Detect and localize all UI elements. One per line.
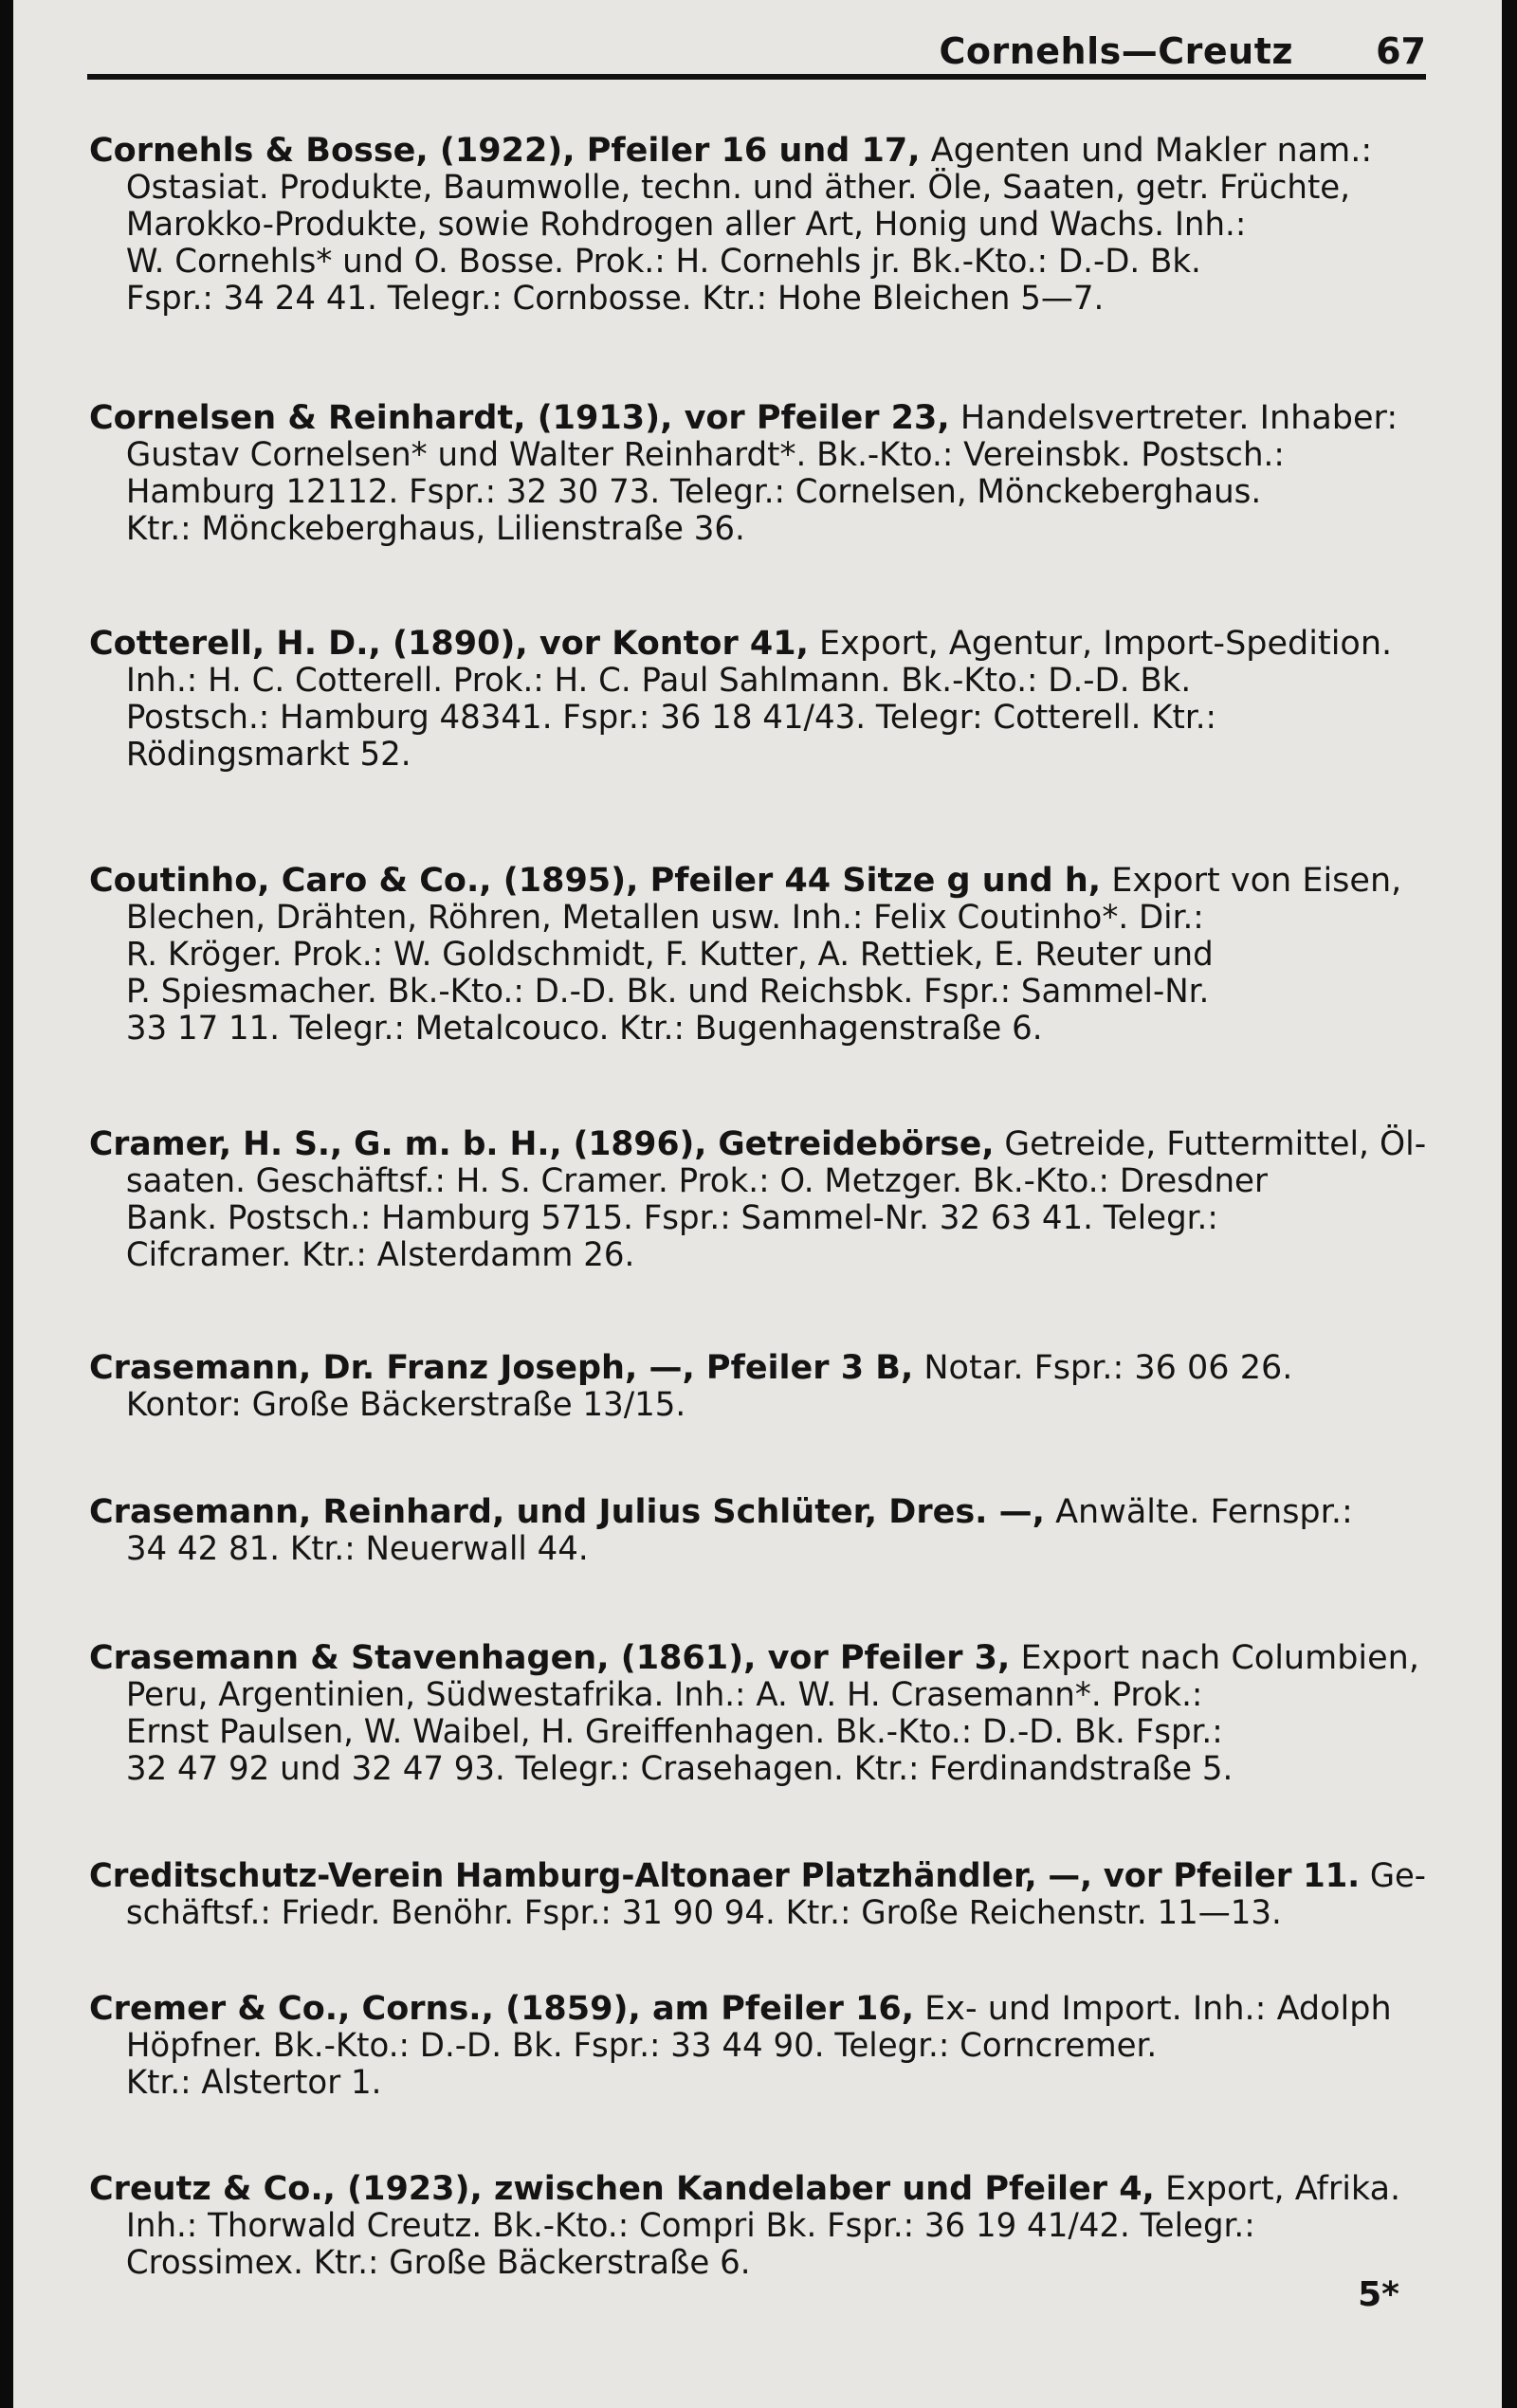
entry-heading: Coutinho, Caro & Co., (1895), Pfeiler 44 Sitze g und h, <box>89 862 1102 900</box>
entry-text: Notar. Fspr.: 36 06 26. <box>913 1349 1293 1387</box>
entry-text: Export, Agentur, Import-Spedition. <box>808 625 1393 663</box>
entry-text: Getreide, Futtermittel, Öl- <box>994 1125 1427 1163</box>
entry-line: Inh.: Thorwald Creutz. Bk.-Kto.: Compri Bk. Fspr.: 36 19 41/42. Telegr.: <box>125 2207 1255 2245</box>
entry-line: Postsch.: Hamburg 48341. Fspr.: 36 18 41/43. Telegr: Cotterell. Ktr.: <box>125 699 1216 737</box>
entry-line: R. Kröger. Prok.: W. Goldschmidt, F. Kutter, A. Rettiek, E. Reuter und <box>125 936 1214 974</box>
directory-entry <box>89 1350 1426 1424</box>
entry-line: P. Spiesmacher. Bk.-Kto.: D.-D. Bk. und Reichsbk. Fspr.: Sammel-Nr. <box>125 973 1210 1011</box>
entry-heading: Creutz & Co., (1923), zwischen Kandelaber und Pfeiler 4, <box>89 2170 1155 2208</box>
entry-text: Ex- und Import. Inh.: Adolph <box>914 1990 1392 2028</box>
directory-entry <box>89 1991 1426 2102</box>
entry-line: Fspr.: 34 24 41. Telegr.: Cornbosse. Ktr.: Hohe Bleichen 5—7. <box>125 280 1105 318</box>
entry-line: Blechen, Drähten, Röhren, Metallen usw. Inh.: Felix Coutinho*. Dir.: <box>125 899 1204 937</box>
entry-line: Höpfner. Bk.-Kto.: D.-D. Bk. Fspr.: 33 44 90. Telegr.: Corncremer. <box>125 2027 1158 2065</box>
entry-line: W. Cornehls* und O. Bosse. Prok.: H. Cornehls jr. Bk.-Kto.: D.-D. Bk. <box>125 243 1201 281</box>
entry-line: Ktr.: Mönckeberghaus, Lilienstraße 36. <box>125 510 745 548</box>
directory-entry <box>89 2171 1426 2282</box>
page-header <box>87 21 1426 78</box>
directory-entry <box>89 1126 1426 1274</box>
directory-entry <box>89 1640 1426 1788</box>
directory-entry <box>89 863 1426 1048</box>
entry-text: Export von Eisen, <box>1101 862 1402 900</box>
entry-heading: Crasemann, Dr. Franz Joseph, —, Pfeiler 3 B, <box>89 1349 914 1387</box>
entry-text: Export, Afrika. <box>1154 2170 1401 2208</box>
entry-heading: Cramer, H. S., G. m. b. H., (1896), Getreidebörse, <box>89 1125 995 1163</box>
directory-entry <box>89 1494 1426 1568</box>
entry-line: Hamburg 12112. Fspr.: 32 30 73. Telegr.: Cornelsen, Mönckeberghaus. <box>125 473 1262 511</box>
signature-mark: 5* <box>1358 2275 1399 2314</box>
directory-entry <box>89 1858 1426 1932</box>
entry-line: Peru, Argentinien, Südwestafrika. Inh.: A. W. H. Crasemann*. Prok.: <box>125 1676 1203 1714</box>
entry-line: Inh.: H. C. Cotterell. Prok.: H. C. Paul Sahlmann. Bk.-Kto.: D.-D. Bk. <box>125 662 1192 700</box>
entry-line: 33 17 11. Telegr.: Metalcouco. Ktr.: Bugenhagenstraße 6. <box>125 1010 1043 1048</box>
entry-line: Ostasiat. Produkte, Baumwolle, techn. und äther. Öle, Saaten, getr. Früchte, <box>125 169 1351 207</box>
entry-text: Export nach Columbien, <box>1010 1639 1419 1677</box>
directory-entry <box>89 133 1426 318</box>
entry-text: Ge- <box>1360 1857 1426 1895</box>
entry-heading: Crasemann, Reinhard, und Julius Schlüter, Dres. —, <box>89 1493 1045 1531</box>
entry-heading: Cornelsen & Reinhardt, (1913), vor Pfeiler 23, <box>89 399 950 437</box>
entry-heading: Creditschutz-Verein Hamburg-Altonaer Platzhändler, —, vor Pfeiler 11. <box>89 1857 1361 1895</box>
directory-page <box>13 0 1502 2408</box>
entry-line: Bank. Postsch.: Hamburg 5715. Fspr.: Sammel-Nr. 32 63 41. Telegr.: <box>125 1199 1218 1237</box>
entry-line: schäftsf.: Friedr. Benöhr. Fspr.: 31 90 94. Ktr.: Große Reichenstr. 11—13. <box>125 1894 1282 1932</box>
header-rule <box>87 74 1426 80</box>
entry-line: Kontor: Große Bäckerstraße 13/15. <box>125 1386 686 1424</box>
entry-line: Ernst Paulsen, W. Waibel, H. Greiffenhagen. Bk.-Kto.: D.-D. Bk. Fspr.: <box>125 1713 1223 1751</box>
entry-line: 34 42 81. Ktr.: Neuerwall 44. <box>125 1530 589 1568</box>
entry-heading: Cotterell, H. D., (1890), vor Kontor 41, <box>89 625 809 663</box>
entry-line: Crossimex. Ktr.: Große Bäckerstraße 6. <box>125 2244 751 2282</box>
entry-line: Cifcramer. Ktr.: Alsterdamm 26. <box>125 1236 635 1274</box>
entry-text: Agenten und Makler nam.: <box>920 132 1373 170</box>
entry-line: 32 47 92 und 32 47 93. Telegr.: Crasehagen. Ktr.: Ferdinandstraße 5. <box>125 1750 1234 1788</box>
entry-heading: Cremer & Co., Corns., (1859), am Pfeiler 16, <box>89 1990 915 2028</box>
entry-line: Ktr.: Alstertor 1. <box>125 2064 382 2102</box>
directory-entry <box>89 626 1426 774</box>
entry-heading: Crasemann & Stavenhagen, (1861), vor Pfeiler 3, <box>89 1639 1011 1677</box>
entry-text: Handelsvertreter. Inhaber: <box>949 399 1398 437</box>
running-title: Cornehls—Creutz <box>939 30 1293 72</box>
entry-line: Rödingsmarkt 52. <box>125 736 411 774</box>
entry-heading: Cornehls & Bosse, (1922), Pfeiler 16 und 17, <box>89 132 921 170</box>
entry-text: Anwälte. Fernspr.: <box>1044 1493 1353 1531</box>
directory-entry <box>89 400 1426 548</box>
entry-line: Gustav Cornelsen* und Walter Reinhardt*. Bk.-Kto.: Vereinsbk. Postsch.: <box>125 436 1285 474</box>
entry-line: Marokko-Produkte, sowie Rohdrogen aller Art, Honig und Wachs. Inh.: <box>125 206 1247 244</box>
entry-line: saaten. Geschäftsf.: H. S. Cramer. Prok.: O. Metzger. Bk.-Kto.: Dresdner <box>125 1162 1268 1200</box>
page-number: 67 <box>1376 30 1426 72</box>
